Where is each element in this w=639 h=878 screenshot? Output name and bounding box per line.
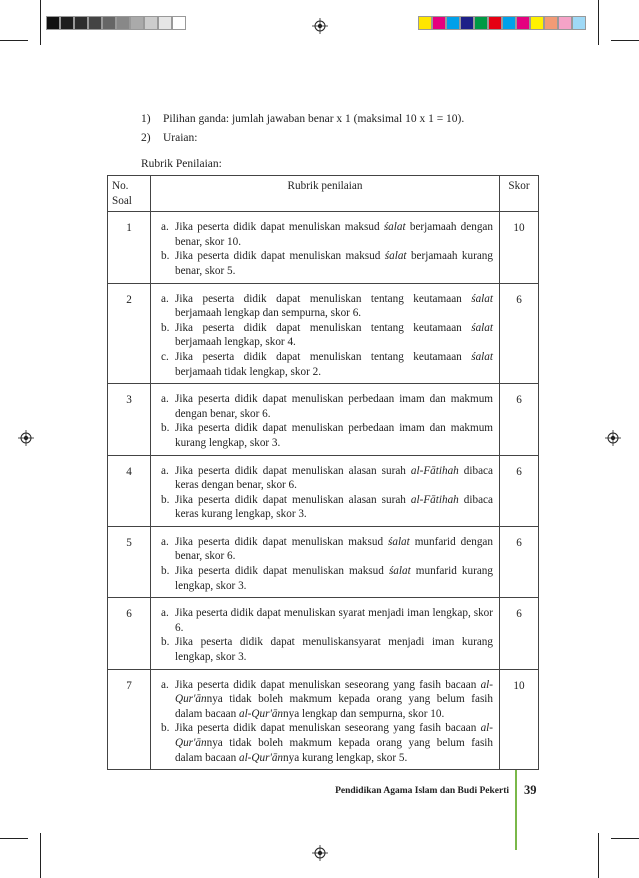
row-score: 6 <box>500 598 539 669</box>
criterion-label: b. <box>161 722 170 735</box>
color-swatch <box>60 16 74 30</box>
criterion-text: Jika peserta didik dapat menuliskan perbedaan imam dan makmum kurang lengkap, skor 3. <box>175 422 493 449</box>
crop-mark <box>0 40 28 41</box>
criterion-label: b. <box>161 493 170 506</box>
row-number: 3 <box>108 384 151 455</box>
color-swatch <box>418 16 432 30</box>
rubric-description <box>151 598 500 669</box>
row-score: 10 <box>500 212 539 283</box>
criterion-label: b. <box>161 321 170 334</box>
table-row <box>108 526 539 597</box>
criterion-text: Jika peserta didik dapat menuliskan seseorang yang fasih bacaan al-Qur'ānnya tidak boleh makmum kepada orang yang belum fasih dalam bacaan al-Qur'ānnya kurang lengkap, skor 5. <box>175 722 493 764</box>
footer-rule <box>515 770 517 850</box>
rubric-criterion <box>161 678 493 722</box>
process-colorbar <box>418 16 586 30</box>
row-score: 6 <box>500 526 539 597</box>
criterion-label: a. <box>161 464 169 477</box>
rubric-table <box>107 175 539 770</box>
criterion-text: Jika peserta didik dapat menuliskan alasan surah al-Fātihah dibaca keras kurang lengkap, skor 3. <box>175 493 493 521</box>
color-swatch <box>474 16 488 30</box>
crop-mark <box>40 0 41 45</box>
criterion-text: Jika peserta didik dapat menuliskan maksud śalat munfarid dengan benar, skor 6. <box>175 535 493 563</box>
color-swatch <box>116 16 130 30</box>
table-row <box>108 283 539 384</box>
rubric-criterion <box>161 606 493 635</box>
criterion-text: Jika peserta didik dapat menuliskan tentang keutamaan śalat berjamaah tidak lengkap, skor 2. <box>175 350 493 378</box>
color-swatch <box>502 16 516 30</box>
table-row <box>108 455 539 526</box>
table-row <box>108 384 539 455</box>
rubric-criterion <box>161 292 493 321</box>
color-swatch <box>88 16 102 30</box>
registration-mark-icon <box>18 430 34 446</box>
color-swatch <box>446 16 460 30</box>
rubric-criterion <box>161 493 493 522</box>
header-no-soal: No. Soal <box>108 176 151 212</box>
rubric-criterion <box>161 421 493 450</box>
crop-mark <box>598 833 599 878</box>
rubric-criterion <box>161 392 493 421</box>
rubric-description <box>151 455 500 526</box>
color-swatch <box>544 16 558 30</box>
rubric-description <box>151 384 500 455</box>
criterion-label: b. <box>161 565 170 578</box>
criterion-label: b. <box>161 250 170 263</box>
row-score: 6 <box>500 384 539 455</box>
table-header-row <box>108 176 539 212</box>
rubric-criterion <box>161 721 493 765</box>
color-swatch <box>46 16 60 30</box>
color-swatch <box>172 16 186 30</box>
row-number: 7 <box>108 669 151 770</box>
color-swatch <box>432 16 446 30</box>
criterion-text: Jika peserta didik dapat menuliskan maksud śalat munfarid kurang lengkap, skor 3. <box>175 565 493 592</box>
crop-mark <box>40 833 41 878</box>
color-swatch <box>460 16 474 30</box>
registration-mark-icon <box>605 430 621 446</box>
rubric-criterion <box>161 635 493 664</box>
criterion-label: a. <box>161 535 169 548</box>
table-row <box>108 598 539 669</box>
criterion-label: b. <box>161 636 170 649</box>
criterion-text: Jika peserta didik dapat menuliskan tentang keutamaan śalat berjamaah lengkap, skor 4. <box>175 321 493 349</box>
instruction-item: 1) Pilihan ganda: jumlah jawaban benar x 1 (maksimal 10 x 1 = 10). <box>141 113 465 125</box>
rubric-description <box>151 283 500 384</box>
row-number: 5 <box>108 526 151 597</box>
criterion-label: a. <box>161 393 169 406</box>
criterion-text: Jika peserta didik dapat menuliskan maksud śalat berjamaah dengan benar, skor 10. <box>175 221 493 248</box>
rubric-criterion <box>161 220 493 249</box>
header-rubrik: Rubrik penilaian <box>151 176 500 212</box>
rubric-criterion <box>161 464 493 493</box>
footer-book-title: Pendidikan Agama Islam dan Budi Pekerti <box>335 786 509 796</box>
criterion-text: Jika peserta didik dapat menuliskan syarat menjadi iman lengkap, skor 6. <box>175 607 493 634</box>
color-swatch <box>158 16 172 30</box>
criterion-text: Jika peserta didik dapat menuliskan maksud śalat berjamaah kurang benar, skor 5. <box>175 250 493 277</box>
color-swatch <box>558 16 572 30</box>
instructions-list <box>141 110 464 148</box>
color-swatch <box>74 16 88 30</box>
criterion-label: a. <box>161 292 169 305</box>
rubric-description <box>151 669 500 770</box>
color-swatch <box>572 16 586 30</box>
color-swatch <box>144 16 158 30</box>
criterion-label: a. <box>161 678 169 691</box>
color-swatch <box>530 16 544 30</box>
registration-mark-icon <box>312 845 328 861</box>
row-score: 10 <box>500 669 539 770</box>
color-swatch <box>102 16 116 30</box>
row-number: 4 <box>108 455 151 526</box>
page-number: 39 <box>524 783 537 797</box>
grayscale-colorbar <box>46 16 186 30</box>
color-swatch <box>130 16 144 30</box>
crop-mark <box>611 838 639 839</box>
crop-mark <box>611 40 639 41</box>
crop-mark <box>598 0 599 45</box>
rubric-description <box>151 212 500 283</box>
rubric-criterion <box>161 564 493 593</box>
criterion-label: a. <box>161 221 169 234</box>
rubric-criterion <box>161 249 493 278</box>
criterion-text: Jika peserta didik dapat menuliskan tentang keutamaan śalat berjamaah lengkap dan sempurna, skor 6. <box>175 292 493 320</box>
row-number: 6 <box>108 598 151 669</box>
instruction-item: 2) Uraian: <box>141 132 198 144</box>
registration-mark-icon <box>312 18 328 34</box>
row-score: 6 <box>500 283 539 384</box>
table-row <box>108 669 539 770</box>
color-swatch <box>516 16 530 30</box>
rubric-criterion <box>161 535 493 564</box>
criterion-label: b. <box>161 422 170 435</box>
rubric-table-body <box>108 212 539 770</box>
header-skor: Skor <box>500 176 539 212</box>
criterion-text: Jika peserta didik dapat menuliskan seseorang yang fasih bacaan al-Qur'ānnya tidak boleh makmum kepada orang yang belum fasih dalam bacaan al-Qur'ānnya lengkap dan sempurna, skor 10. <box>175 678 493 720</box>
crop-mark <box>0 838 28 839</box>
row-score: 6 <box>500 455 539 526</box>
rubric-criterion <box>161 321 493 350</box>
criterion-text: Jika peserta didik dapat menuliskan perbedaan imam dan makmum dengan benar, skor 6. <box>175 393 493 420</box>
criterion-text: Jika peserta didik dapat menuliskan alasan surah al-Fātihah dibaca keras dengan benar, skor 6. <box>175 464 493 492</box>
criterion-label: c. <box>161 350 169 363</box>
row-number: 2 <box>108 283 151 384</box>
criterion-text: Jika peserta didik dapat menuliskansyarat menjadi iman kurang lengkap, skor 3. <box>175 636 493 664</box>
rubric-description <box>151 526 500 597</box>
table-row <box>108 212 539 283</box>
criterion-label: a. <box>161 607 169 620</box>
color-swatch <box>488 16 502 30</box>
rubric-title: Rubrik Penilaian: <box>141 158 222 170</box>
row-number: 1 <box>108 212 151 283</box>
rubric-criterion <box>161 350 493 379</box>
